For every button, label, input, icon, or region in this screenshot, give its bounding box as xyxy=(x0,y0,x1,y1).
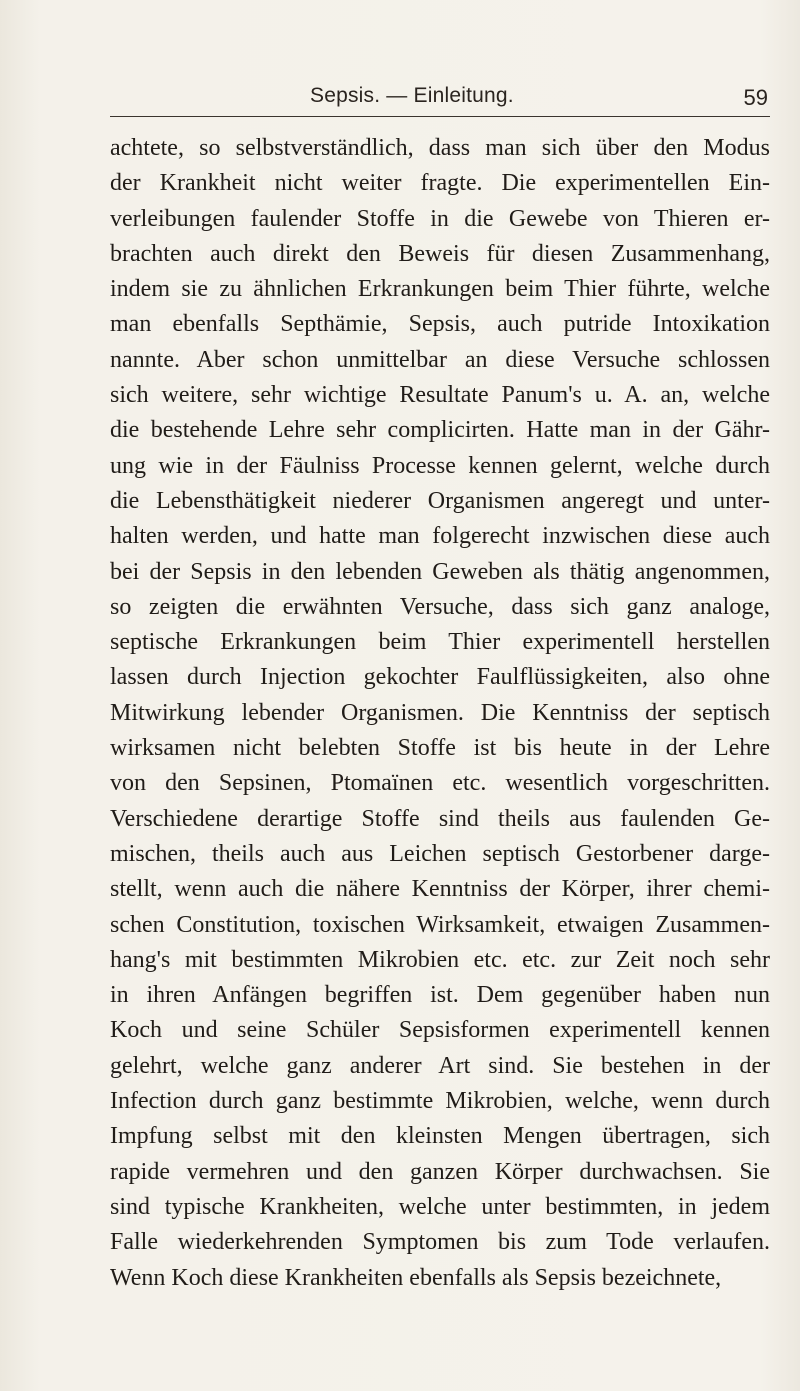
page-number: 59 xyxy=(743,85,768,110)
text-line: indem sie zu ähnlichen Erkrankungen beim Thier führte, welche xyxy=(110,276,770,303)
text-line: Falle wiederkehrenden Symptomen bis zum Tode verlaufen. xyxy=(110,1229,770,1256)
text-line: brachten auch direkt den Beweis für diesen Zusammenhang, xyxy=(110,240,770,267)
text-line: sich weitere, sehr wichtige Resultate Panum's u. A. an, welche xyxy=(110,382,770,409)
text-line: der Krankheit nicht weiter fragte. Die experimentellen Ein- xyxy=(110,170,770,197)
text-line: gelehrt, welche ganz anderer Art sind. Sie bestehen in der xyxy=(110,1052,770,1079)
text-line: nannte. Aber schon unmittelbar an diese Versuche schlossen xyxy=(110,346,770,373)
text-line: lassen durch Injection gekochter Faulflüssigkeiten, also ohne xyxy=(110,664,770,691)
text-line: ung wie in der Fäulniss Processe kennen gelernt, welche durch xyxy=(110,452,770,479)
body-text xyxy=(110,131,770,1296)
text-line: Impfung selbst mit den kleinsten Mengen übertragen, sich xyxy=(110,1123,770,1150)
text-line: stellt, wenn auch die nähere Kenntniss der Körper, ihrer chemi- xyxy=(110,876,770,903)
text-line: von den Sepsinen, Ptomaïnen etc. wesentlich vorgeschritten. xyxy=(110,770,770,797)
text-line: so zeigten die erwähnten Versuche, dass sich ganz analoge, xyxy=(110,593,770,620)
text-line: Koch und seine Schüler Sepsisformen experimentell kennen xyxy=(110,1017,770,1044)
page-header xyxy=(110,84,770,117)
text-line: in ihren Anfängen begriffen ist. Dem gegenüber haben nun xyxy=(110,982,770,1009)
text-line: bei der Sepsis in den lebenden Geweben als thätig angenommen, xyxy=(110,558,770,585)
text-line: Verschiedene derartige Stoffe sind theils aus faulenden Ge- xyxy=(110,805,770,832)
text-line: halten werden, und hatte man folgerecht inzwischen diese auch xyxy=(110,523,770,550)
running-title: Sepsis. — Einleitung. xyxy=(310,84,514,107)
text-line: Mitwirkung lebender Organismen. Die Kenntniss der septisch xyxy=(110,699,770,726)
text-line: hang's mit bestimmten Mikrobien etc. etc. zur Zeit noch sehr xyxy=(110,946,770,973)
text-line: mischen, theils auch aus Leichen septisch Gestorbener darge- xyxy=(110,840,770,867)
text-line: die bestehende Lehre sehr complicirten. Hatte man in der Gähr- xyxy=(110,417,770,444)
text-line: verleibungen faulender Stoffe in die Gewebe von Thieren er- xyxy=(110,205,770,232)
text-line: septische Erkrankungen beim Thier experimentell herstellen xyxy=(110,629,770,656)
text-line: man ebenfalls Septhämie, Sepsis, auch putride Intoxikation xyxy=(110,311,770,338)
text-line: wirksamen nicht belebten Stoffe ist bis heute in der Lehre xyxy=(110,735,770,762)
text-line: rapide vermehren und den ganzen Körper durchwachsen. Sie xyxy=(110,1158,770,1185)
text-line: sind typische Krankheiten, welche unter bestimmten, in jedem xyxy=(110,1193,770,1220)
text-line: achtete, so selbstverständlich, dass man sich über den Modus xyxy=(110,135,770,161)
text-line: die Lebensthätigkeit niederer Organismen angeregt und unter- xyxy=(110,487,770,514)
text-line: Infection durch ganz bestimmte Mikrobien, welche, wenn durch xyxy=(110,1088,770,1115)
text-line: Wenn Koch diese Krankheiten ebenfalls als Sepsis bezeichnete, xyxy=(110,1264,722,1291)
text-line: schen Constitution, toxischen Wirksamkeit, etwaigen Zusammen- xyxy=(110,911,770,938)
